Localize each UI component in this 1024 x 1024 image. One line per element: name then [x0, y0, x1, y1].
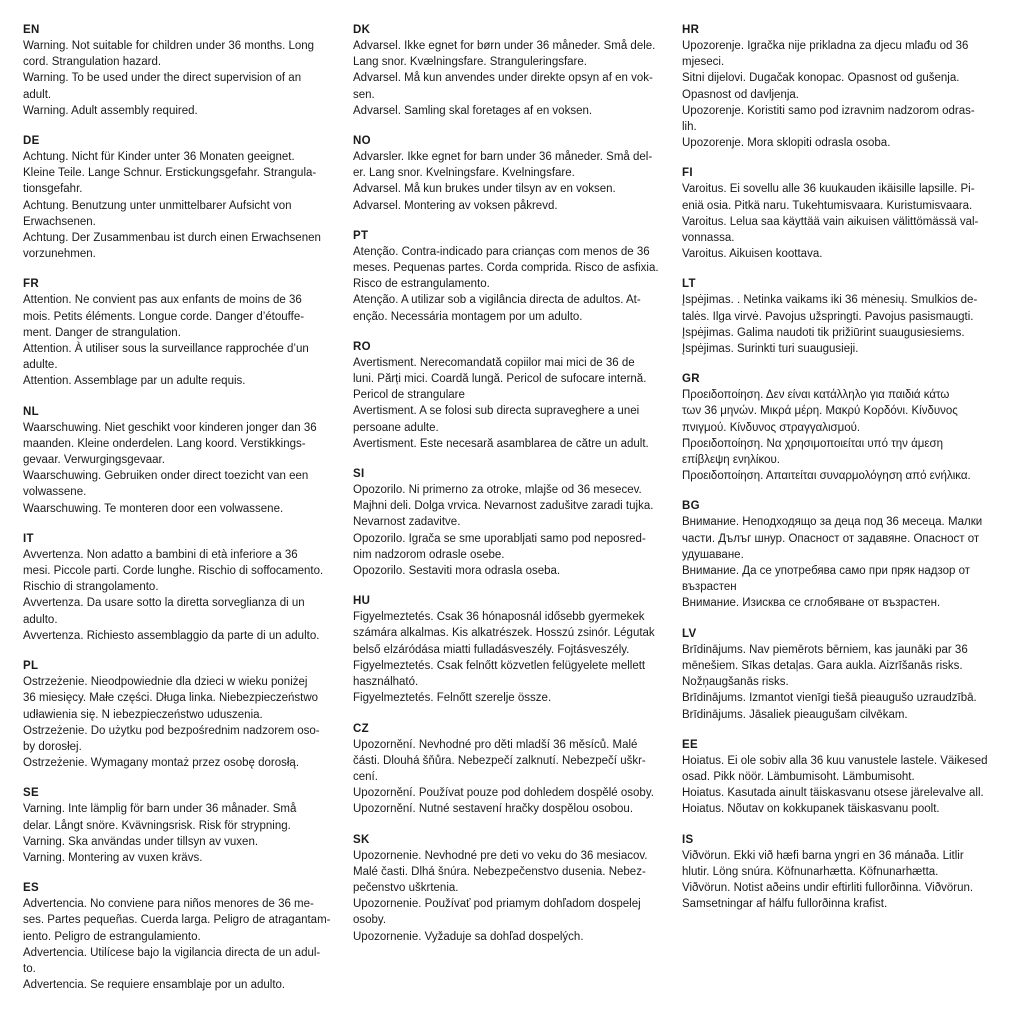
warning-text: Προειδοποίηση. Δεν είναι κατάλληλο για παιδιά κάτω των 36 μηνών. Μικρά μέρη. Μακρύ Κορδόνι. Κίνδυνος πνιγμού. Κίνδυνος στραγγαλισμού. Προειδοποίηση. Να χρησιμοποιείται υπό την άμεση επίβλεψη ενηλίκου. Προειδοποίηση. Απαιτείται συναρμολόγηση από ενήλικα. [682, 389, 971, 483]
section-bg [682, 498, 1004, 611]
section-en [23, 22, 345, 119]
warning-text: Advarsel. Ikke egnet for børn under 36 måneder. Små dele. Lang snor. Kvælningsfare. Stranguleringsfare. Advarsel. Må kun anvendes under direkte opsyn af en vok- sen. Advarsel. Samling skal foretages af en voksen. [353, 40, 656, 117]
warning-text: Varoitus. Ei sovellu alle 36 kuukauden ikäisille lapsille. Pi- eniä osia. Pitkä naru. Tukehtumisvaara. Kuristumisvaara. Varoitus. Lelua saa käyttää vain aikuisen välittömässä val- vonnassa. Varoitus. Aikuisen koottava. [682, 183, 979, 261]
warning-text: Viðvörun. Ekki við hæfi barna yngri en 36 mánaða. Litlir hlutir. Löng snúra. Köfnunarhætta. Köfnunarhætta. Viðvörun. Notist aðeins undir eftirliti fullorðinna. Viðvörun. Samsetningar af hálfu fullorðinna krafist. [682, 849, 974, 911]
language-code: GR [682, 373, 700, 386]
language-code: NO [353, 135, 371, 148]
language-code: NL [23, 405, 39, 418]
column-3 [682, 22, 1004, 926]
warning-text: Hoiatus. Ei ole sobiv alla 36 kuu vanustele lastele. Väikesed osad. Pikk nöör. Lämbumisoht. Lämbumisoht. Hoiatus. Kasutada ainult täiskasvanu otsese järelevalve all. Hoiatus. Nõutav on kokkupanek täiskasvanu poolt. [682, 754, 988, 816]
warning-text: Avertisment. Nerecomandată copiilor mai mici de 36 de luni. Părți mici. Coardă lungă. Pericol de sufocare internă. Pericol de strangulare Avertisment. A se folosi sub directa supraveghere a unei persoane adulte. Avertisment. Este necesară asamblarea de către un adult. [353, 356, 649, 450]
section-lt [682, 276, 1004, 357]
warning-text: Achtung. Nicht für Kinder unter 36 Monaten geeignet. Kleine Teile. Lange Schnur. Erstickungsgefahr. Strangula- tionsgefahr. Achtung. Benutzung unter unmittelbarer Aufsicht von Erwachsenen. Achtung. Der Zusammenbau ist durch einen Erwachsenen vorzunehmen. [23, 151, 321, 261]
warning-text: Upozorenje. Igračka nije prikladna za djecu mlađu od 36 mjeseci. Sitni dijelovi. Dugačak konopac. Opasnost od gušenja. Opasnost od davljenja. Upozorenje. Koristiti samo pod izravnim nadzorom odras- lih. Upozorenje. Mora sklopiti odrasla osoba. [682, 40, 975, 150]
section-dk [353, 22, 675, 119]
warning-text: Waarschuwing. Niet geschikt voor kinderen jonger dan 36 maanden. Kleine onderdelen. Lang koord. Verstikkings- gevaar. Verwurgingsgevaar. Waarschuwing. Gebruiken onder direct toezicht van een volwassene. Waarschuwing. Te monteren door een volwassene. [23, 421, 317, 515]
language-code: HR [682, 24, 700, 36]
warning-text: Advarsler. Ikke egnet for barn under 36 måneder. Små del- er. Lang snor. Kvelningsfare. Kvelningsfare. Advarsel. Må kun brukes under tilsyn av en voksen. Advarsel. Montering av voksen påkrevd. [353, 151, 653, 212]
warning-text: Advertencia. No conviene para niños menores de 36 me- ses. Partes pequeñas. Cuerda larga. Peligro de atragantam- iento. Peligro de estrangulamiento. Advertencia. Utilícese bajo la vigilancia directa de un adul- to. Advertencia. Se requiere ensamblaje por un adulto. [23, 898, 331, 992]
language-code: ES [23, 882, 39, 895]
language-code: SI [353, 468, 365, 481]
warning-text: Opozorilo. Ni primerno za otroke, mlajše od 36 mesecev. Majhni deli. Dolga vrvica. Nevarnost zadušitve zaradi tujka. Nevarnost zadavitve. Opozorilo. Igrača se sme uporabljati samo pod neposred- nim nadzorom odrasle osebe. Opozorilo. Sestaviti mora odrasla oseba. [353, 484, 654, 578]
section-lv [682, 626, 1004, 723]
section-pl [23, 658, 345, 771]
language-code: DE [23, 135, 40, 148]
section-fr [23, 276, 345, 389]
section-hr [682, 22, 1004, 151]
warning-text: Atenção. Contra-indicado para crianças com menos de 36 meses. Pequenas partes. Corda comprida. Risco de asfixia. Risco de estrangulamento. Atenção. A utilizar sob a vigilância directa de adultos. At- enção. Necessária montagem por um adulto. [353, 245, 659, 323]
section-no [353, 133, 675, 214]
warning-text: Upozornění. Nevhodné pro děti mladší 36 měsíců. Malé části. Dlouhá šňůra. Nebezpečí zalknutí. Nebezpečí uškr- cení. Upozornění. Používat pouze pod dohledem dospělé osoby. Upozornění. Nutné sestavení hračky dospělou osobou. [353, 738, 654, 816]
warning-text: Upozornenie. Nevhodné pre deti vo veku do 36 mesiacov. Malé časti. Dlhá šnúra. Nebezpečenstvo dusenia. Nebez- pečenstvo uškrtenia. Upozornenie. Používať pod priamym dohľadom dospelej osoby. Upozornenie. Vyžaduje sa dohľad dospelých. [353, 849, 648, 943]
language-code: LV [682, 627, 697, 640]
column-1 [23, 22, 345, 1007]
language-code: PT [353, 229, 369, 242]
language-code: PL [23, 660, 39, 673]
language-code: SE [23, 787, 39, 800]
language-code: DK [353, 24, 371, 36]
warning-text: Avvertenza. Non adatto a bambini di età inferiore a 36 mesi. Piccole parti. Corde lunghe. Rischio di soffocamento. Rischio di strangolamento. Avvertenza. Da usare sotto la diretta sorveglianza di un adulto. Avvertenza. Richiesto assemblaggio da parte di un adulto. [23, 548, 324, 642]
section-it [23, 531, 345, 644]
language-code: SK [353, 833, 370, 846]
section-is [682, 832, 1004, 913]
section-hu [353, 593, 675, 706]
warning-text: Varning. Inte lämplig för barn under 36 månader. Små delar. Långt snöre. Kvävningsrisk. Risk för strypning. Varning. Ska användas under tillsyn av vuxen. Varning. Montering av vuxen krävs. [23, 803, 297, 864]
column-2 [353, 22, 675, 959]
section-ro [353, 339, 675, 452]
section-es [23, 880, 345, 993]
language-code: CZ [353, 722, 369, 735]
warning-text: Figyelmeztetés. Csak 36 hónaposnál idősebb gyermekek számára alkalmas. Kis alkatrészek. Hosszú zsinór. Légutak belső elzáródása miatti fulladásveszély. Fojtásveszély. Figyelmeztetés. Csak felnőtt közvetlen felügyelete mellett használható. Figyelmeztetés. Felnőtt szerelje össze. [353, 611, 655, 705]
section-fi [682, 165, 1004, 262]
language-code: BG [682, 500, 700, 513]
warning-text: Warning. Not suitable for children under 36 months. Long cord. Strangulation hazard. Warning. To be used under the direct supervision of an adult. Warning. Adult assembly required. [23, 40, 315, 117]
language-code: FI [682, 167, 693, 180]
language-code: RO [353, 340, 371, 353]
language-code: EE [682, 738, 698, 751]
warning-text: Įspėjimas. . Netinka vaikams iki 36 mėnesių. Smulkios de- talės. Ilga virvė. Pavojus užspringti. Pavojus pasismaugti. Įspėjimas. Galima naudoti tik prižiūrint suaugusiesiems. Įspėjimas. Surinkti turi suaugusieji. [682, 294, 978, 356]
section-si [353, 466, 675, 579]
language-code: IT [23, 532, 34, 545]
language-code: EN [23, 24, 40, 36]
language-code: IS [682, 833, 694, 846]
section-pt [353, 228, 675, 325]
language-code: LT [682, 278, 696, 291]
warning-text: Attention. Ne convient pas aux enfants de moins de 36 mois. Petits éléments. Longue corde. Danger d’étouffe- ment. Danger de strangulation. Attention. À utiliser sous la surveillance rapprochée d’un adulte. Attention. Assemblage par un adulte requis. [23, 294, 309, 388]
section-ee [682, 737, 1004, 818]
language-code: FR [23, 278, 39, 291]
warning-text: Brīdinājums. Nav piemērots bērniem, kas jaunāki par 36 mēnešiem. Sīkas detaļas. Gara aukla. Aizrīšanās risks. Nožņaugšanās risks. Brīdinājums. Izmantot vienīgi tiešā pieaugušo uzraudzībā. Brīdinājums. Jāsaliek pieaugušam cilvēkam. [682, 643, 977, 721]
warning-text: Ostrzeżenie. Nieodpowiednie dla dzieci w wieku poniżej 36 miesięcy. Małe części. Długa linka. Niebezpieczeństwo udławienia się. N iebezpieczeństwo uduszenia. Ostrzeżenie. Do użytku pod bezpośrednim nadzorem oso- by dorosłej. Ostrzeżenie. Wymagany montaż przez osobę dorosłą. [23, 676, 320, 770]
language-code: HU [353, 595, 371, 608]
section-sk [353, 832, 675, 945]
section-cz [353, 721, 675, 818]
section-de [23, 133, 345, 262]
section-nl [23, 404, 345, 517]
section-se [23, 785, 345, 866]
section-gr [682, 371, 1004, 484]
warning-text: Внимание. Неподходящо за деца под 36 месеца. Малки части. Дълъг шнур. Опасност от задавяне. Опасност от удушаване. Внимание. Да се употребява само при пряк надзор от възрастен Внимание. Изисква се сглобяване от възрастен. [682, 516, 983, 610]
